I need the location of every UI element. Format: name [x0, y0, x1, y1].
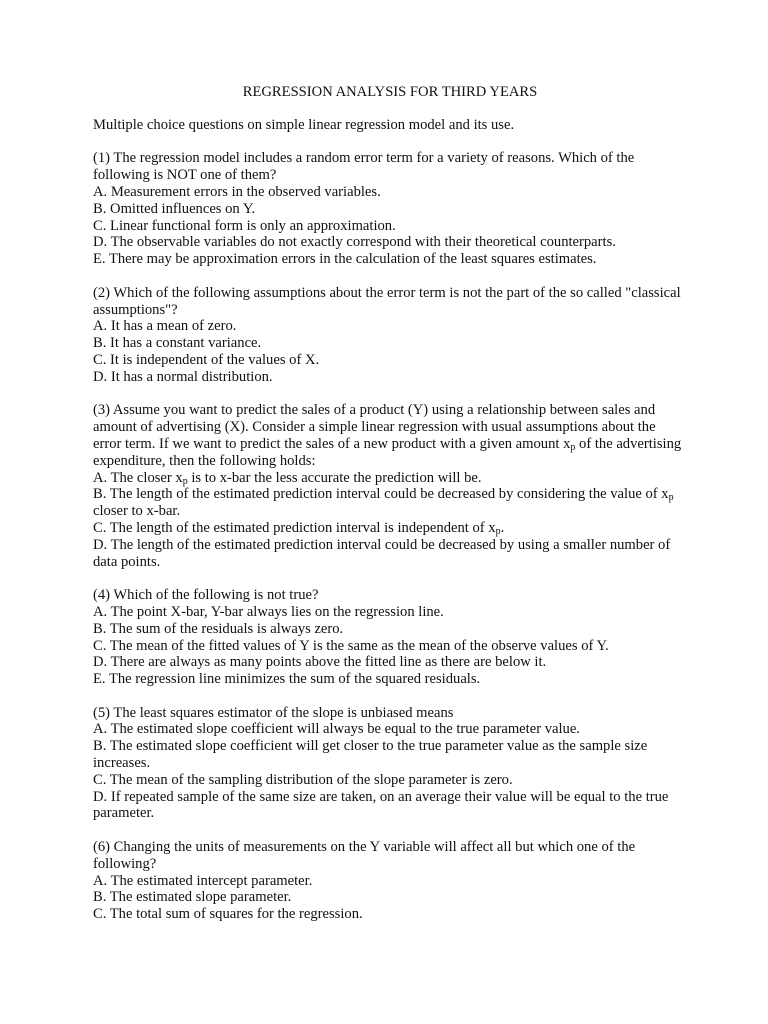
answer-option: B. It has a constant variance. [93, 335, 262, 352]
answer-option: C. Linear functional form is only an approximation. [93, 217, 396, 234]
option-text: . [500, 519, 505, 536]
question-stem: (1) The regression model includes a random error term for a variety of reasons. Which of the following is NOT one of them? [93, 150, 635, 184]
subscript: p [182, 475, 188, 487]
option-text: C. The length of the estimated prediction interval is independent of x [93, 519, 496, 536]
answer-option: D. It has a normal distribution. [93, 368, 273, 385]
document-page [93, 84, 683, 940]
answer-option: A. It has a mean of zero. [93, 318, 237, 335]
answer-option: D. The length of the estimated prediction interval could be decreased by using a smaller number of data points. [93, 536, 671, 570]
answer-option: B. The estimated slope coefficient will get closer to the true parameter value as the sample size increases. [93, 738, 648, 772]
answer-option: C. The total sum of squares for the regression. [93, 906, 363, 923]
document-title: REGRESSION ANALYSIS FOR THIRD YEARS [242, 84, 538, 100]
option-text: closer to x-bar. [93, 503, 181, 520]
answer-option: D. If repeated sample of the same size are taken, on an average their value will be equal to the true parameter. [93, 788, 669, 822]
answer-option: A. The estimated intercept parameter. [93, 872, 313, 889]
answer-option: C. The mean of the sampling distribution of the slope parameter is zero. [93, 771, 513, 788]
answer-option: E. The regression line minimizes the sum of the squared residuals. [93, 671, 481, 688]
answer-option: B. The estimated slope parameter. [93, 889, 292, 906]
question-stem: (4) Which of the following is not true? [93, 587, 319, 604]
question-stem: (6) Changing the units of measurements on the Y variable will affect all but which one of the following? [93, 839, 636, 872]
subscript: p [668, 492, 674, 504]
question-3 [93, 402, 683, 570]
option-text: B. The length of the estimated prediction interval could be decreased by considering the value of x [93, 486, 669, 503]
answer-option: D. There are always as many points above the fitted line as there are below it. [93, 654, 547, 671]
document-intro: Multiple choice questions on simple linear regression model and its use. [93, 116, 515, 133]
question-4 [93, 587, 683, 688]
answer-option: A. The point X-bar, Y-bar always lies on the regression line. [93, 603, 444, 620]
subscript: p [570, 441, 576, 453]
question-5 [93, 705, 683, 823]
stem-text: (3) Assume you want to predict the sales of a product (Y) using a relationship between sales and amount of advertising (X). Consider a simple linear regression with usual assumptions about the error term. If we want to predict the sales of a new product with a given amount x [93, 402, 656, 452]
answer-option [93, 520, 683, 537]
answer-option: B. Omitted influences on Y. [93, 200, 256, 217]
answer-option: C. The mean of the fitted values of Y is the same as the mean of the observe values of Y. [93, 637, 609, 654]
answer-option [93, 486, 683, 520]
stem-text: of the advertising expenditure, then the following holds: [93, 435, 682, 469]
answer-option: C. It is independent of the values of X. [93, 351, 320, 368]
answer-option: A. Measurement errors in the observed variables. [93, 183, 381, 200]
question-stem [93, 402, 683, 469]
question-2 [93, 285, 683, 386]
question-stem: (5) The least squares estimator of the slope is unbiased means [93, 704, 454, 721]
answer-option: B. The sum of the residuals is always zero. [93, 620, 344, 637]
answer-option [93, 470, 683, 487]
answer-option: A. The estimated slope coefficient will always be equal to the true parameter value. [93, 721, 580, 738]
subscript: p [495, 525, 501, 537]
option-text: A. The closer x [93, 469, 183, 486]
answer-option: D. The observable variables do not exactly correspond with their theoretical counterparts. [93, 234, 616, 251]
question-6 [93, 839, 683, 923]
option-text: is to x-bar the less accurate the prediction will be. [187, 469, 482, 486]
question-stem: (2) Which of the following assumptions about the error term is not the part of the so called "classical assumptions"? [93, 284, 681, 318]
question-1 [93, 150, 683, 268]
answer-option: E. There may be approximation errors in the calculation of the least squares estimates. [93, 251, 597, 268]
